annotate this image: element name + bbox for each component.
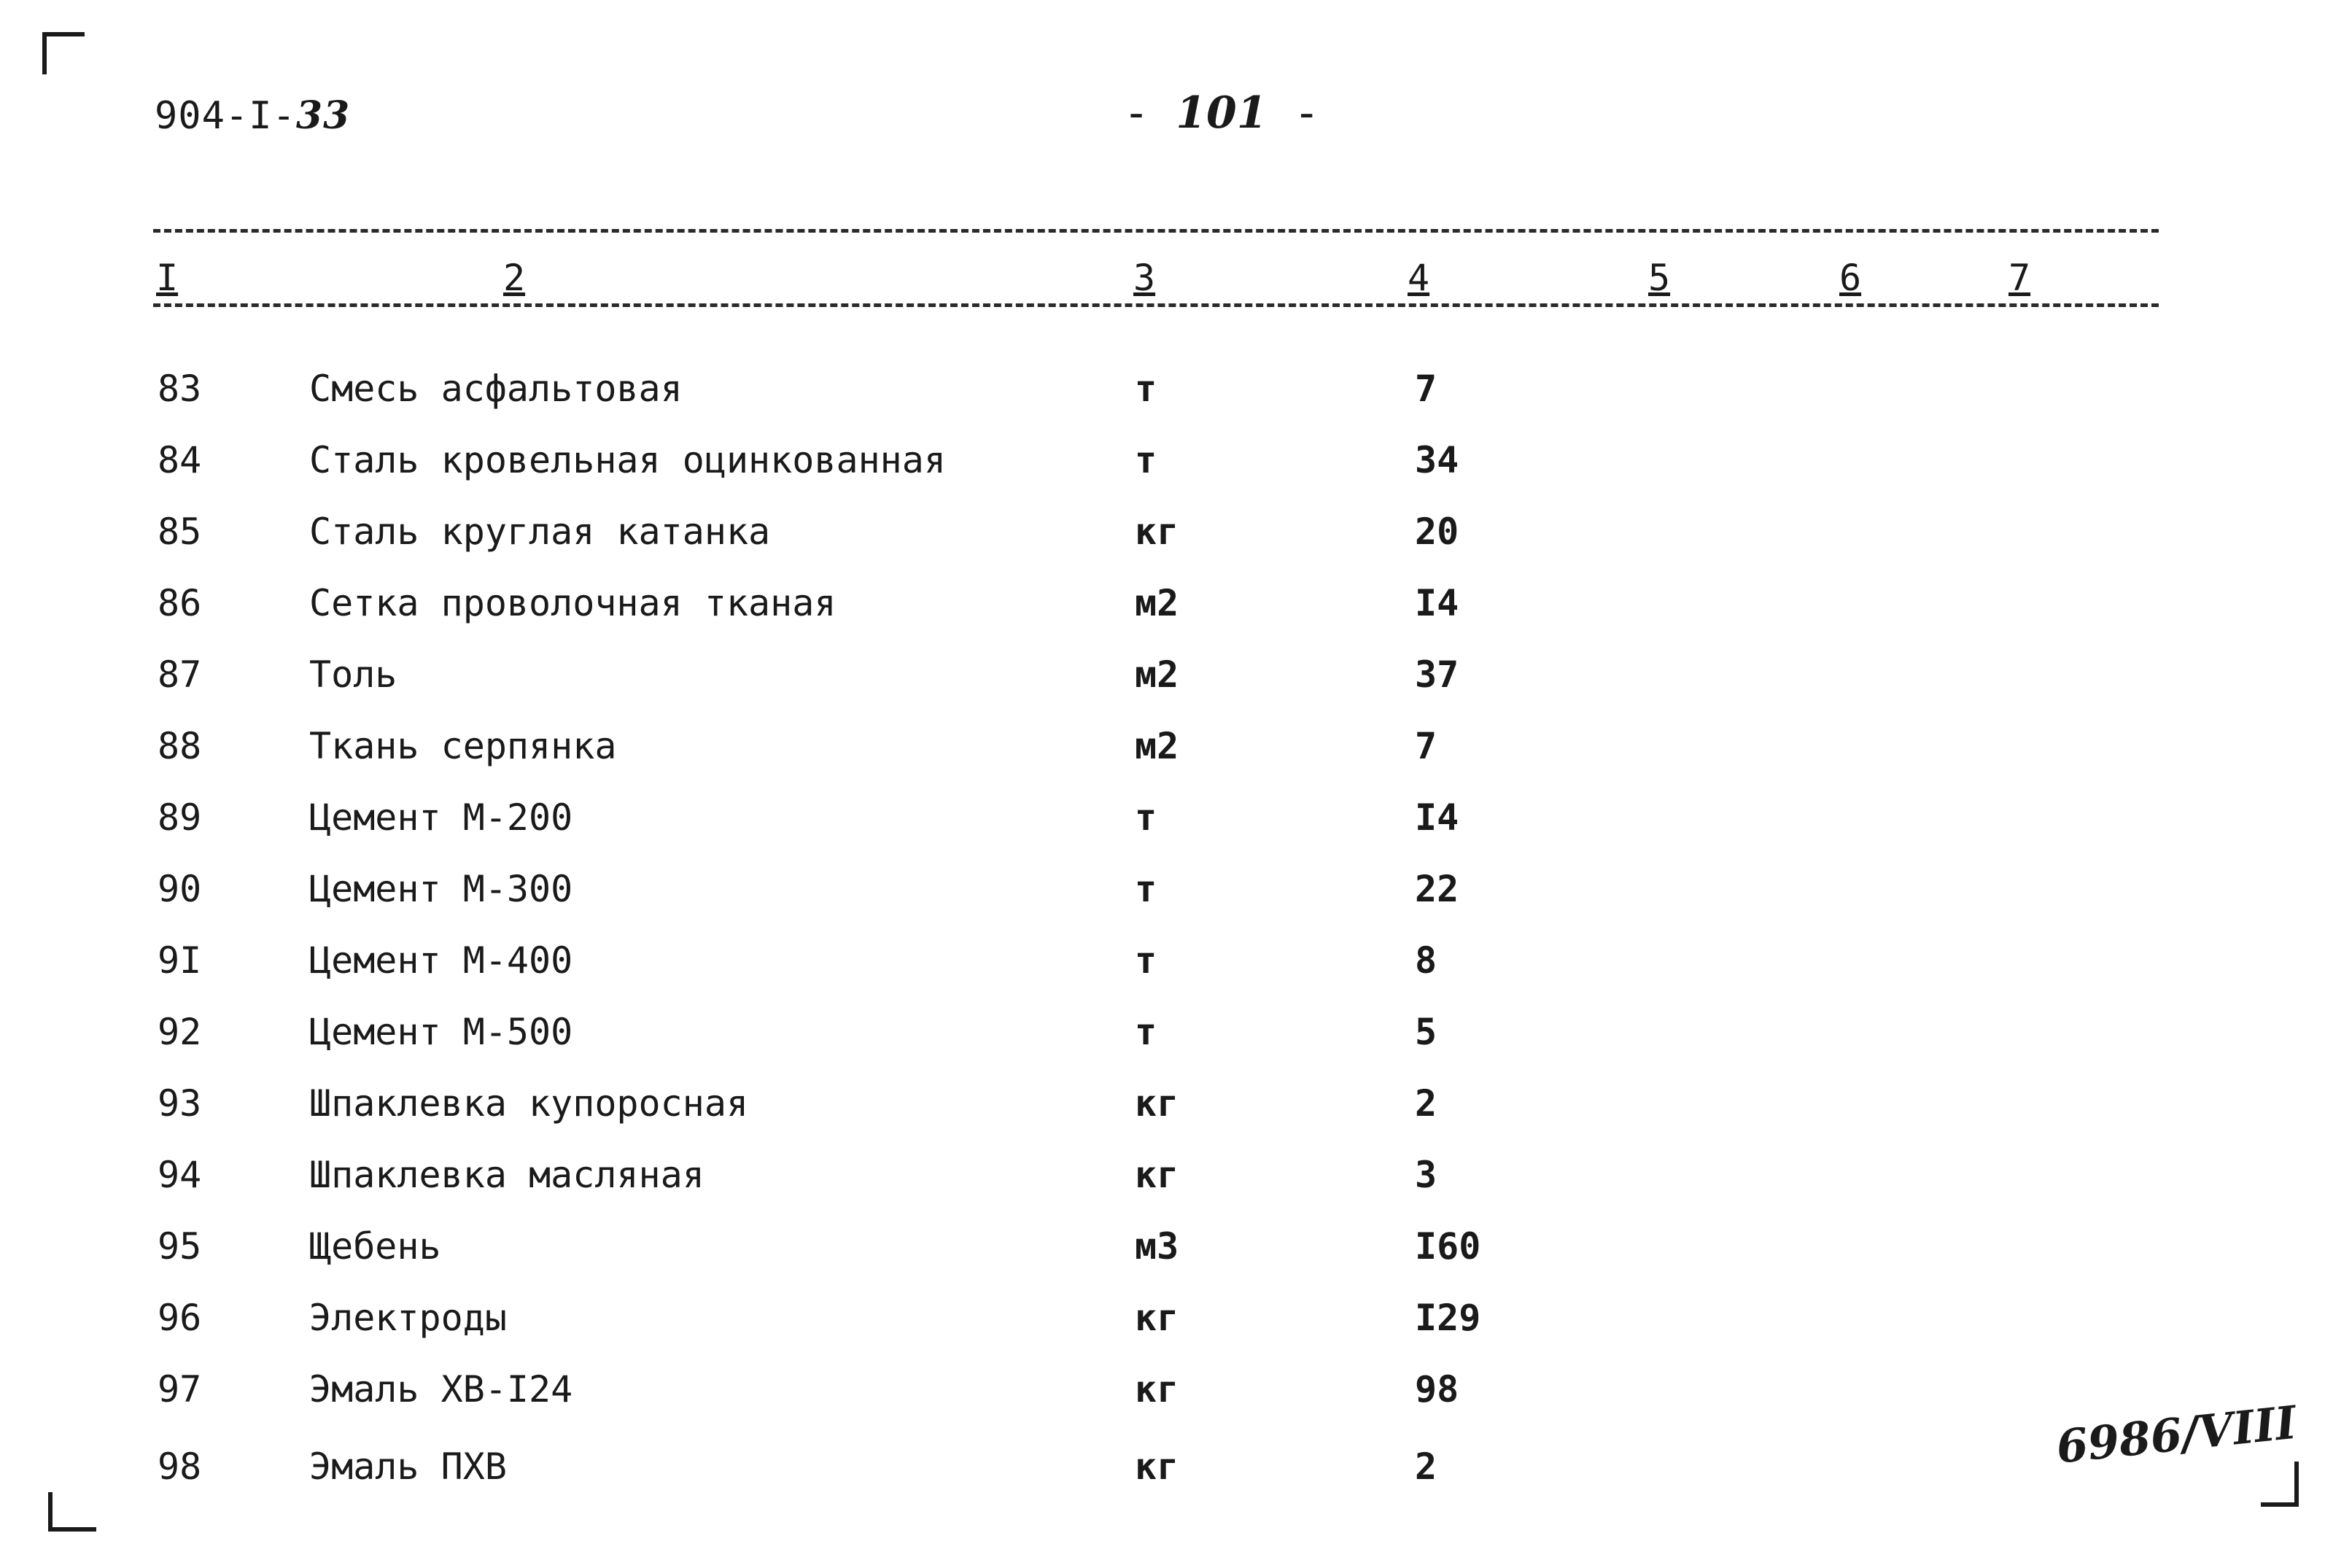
material-name: Сталь кровельная оцинкованная: [309, 439, 946, 481]
row-number: 84: [158, 439, 202, 481]
column-number-1: I: [153, 257, 181, 299]
unit: м2: [1135, 653, 1179, 696]
unit: кг: [1135, 511, 1179, 553]
table-row: [0, 1225, 2325, 1297]
row-number: 83: [158, 368, 202, 410]
material-name: Сетка проволочная тканая: [309, 582, 837, 624]
unit: т: [1135, 1011, 1157, 1053]
material-name: Цемент М-400: [309, 939, 573, 982]
table-row: [0, 1368, 2325, 1440]
quantity: 7: [1415, 368, 1437, 410]
table-row: [0, 653, 2325, 725]
quantity: 2: [1415, 1082, 1437, 1125]
table-row: [0, 1082, 2325, 1154]
material-name: Цемент М-200: [309, 796, 573, 839]
quantity: 22: [1415, 868, 1459, 910]
unit: кг: [1135, 1445, 1179, 1488]
table-row: [0, 1445, 2325, 1517]
quantity: 3: [1415, 1154, 1437, 1196]
row-number: 9I: [158, 939, 202, 982]
material-name: Эмаль ПХВ: [309, 1445, 507, 1488]
unit: кг: [1135, 1154, 1179, 1196]
row-number: 95: [158, 1225, 202, 1268]
quantity: I60: [1415, 1225, 1481, 1268]
material-name: Цемент М-500: [309, 1011, 573, 1053]
material-name: Щебень: [309, 1225, 441, 1268]
row-number: 89: [158, 796, 202, 839]
column-number-7: 7: [2006, 257, 2033, 299]
quantity: 98: [1415, 1368, 1459, 1410]
unit: м2: [1135, 725, 1179, 767]
quantity: 8: [1415, 939, 1437, 982]
material-name: Эмаль ХВ-I24: [309, 1368, 573, 1410]
unit: м3: [1135, 1225, 1179, 1268]
unit: т: [1135, 368, 1157, 410]
unit: т: [1135, 868, 1157, 910]
document-code-prefix: 904-I-: [155, 94, 296, 138]
row-number: 92: [158, 1011, 202, 1053]
row-number: 93: [158, 1082, 202, 1125]
quantity: I29: [1415, 1297, 1481, 1339]
table-row: [0, 725, 2325, 796]
column-number-4: 4: [1405, 257, 1432, 299]
quantity: I4: [1415, 796, 1459, 839]
row-number: 94: [158, 1154, 202, 1196]
table-row: [0, 368, 2325, 439]
table-row: [0, 1154, 2325, 1225]
column-number-5: 5: [1645, 257, 1673, 299]
column-number-6: 6: [1836, 257, 1864, 299]
document-code-suffix: 33: [295, 93, 351, 138]
unit: т: [1135, 939, 1157, 982]
corner-mark-top-left: [42, 32, 85, 74]
row-number: 97: [158, 1368, 202, 1410]
material-name: Ткань серпянка: [309, 725, 617, 767]
document-code: [155, 93, 350, 138]
handwritten-archive-number: 6986/VIII: [2054, 1395, 2299, 1474]
table-row: [0, 868, 2325, 939]
unit: м2: [1135, 582, 1179, 624]
material-name: Цемент М-300: [309, 868, 573, 910]
column-number-2: 2: [500, 257, 528, 299]
column-number-3: 3: [1130, 257, 1158, 299]
table-row: [0, 439, 2325, 511]
table-row: [0, 1011, 2325, 1082]
unit: т: [1135, 439, 1157, 481]
table-top-rule: [153, 229, 2159, 233]
unit: кг: [1135, 1297, 1179, 1339]
row-number: 88: [158, 725, 202, 767]
row-number: 96: [158, 1297, 202, 1339]
row-number: 98: [158, 1445, 202, 1488]
material-name: Смесь асфальтовая: [309, 368, 683, 410]
material-name: Шпаклевка купоросная: [309, 1082, 749, 1125]
quantity: 34: [1415, 439, 1459, 481]
row-number: 86: [158, 582, 202, 624]
page-number-value: 101: [1176, 88, 1268, 139]
quantity: 7: [1415, 725, 1437, 767]
table-row: [0, 939, 2325, 1011]
row-number: 85: [158, 511, 202, 553]
table-row: [0, 511, 2325, 582]
material-name: Сталь круглая катанка: [309, 511, 771, 553]
table-row: [0, 1297, 2325, 1368]
quantity: 20: [1415, 511, 1459, 553]
table-row: [0, 582, 2325, 653]
table-header-rule: [153, 303, 2159, 307]
quantity: 2: [1415, 1445, 1437, 1488]
unit: кг: [1135, 1082, 1179, 1125]
material-name: Шпаклевка масляная: [309, 1154, 705, 1196]
quantity: I4: [1415, 582, 1459, 624]
material-name: Толь: [309, 653, 397, 696]
quantity: 37: [1415, 653, 1459, 696]
page-number-prefix: -: [1123, 88, 1176, 139]
table-row: [0, 796, 2325, 868]
material-name: Электроды: [309, 1297, 507, 1339]
unit: т: [1135, 796, 1157, 839]
unit: кг: [1135, 1368, 1179, 1410]
page-number-suffix: -: [1267, 88, 1320, 139]
row-number: 87: [158, 653, 202, 696]
row-number: 90: [158, 868, 202, 910]
page-number: [1123, 88, 1320, 139]
quantity: 5: [1415, 1011, 1437, 1053]
